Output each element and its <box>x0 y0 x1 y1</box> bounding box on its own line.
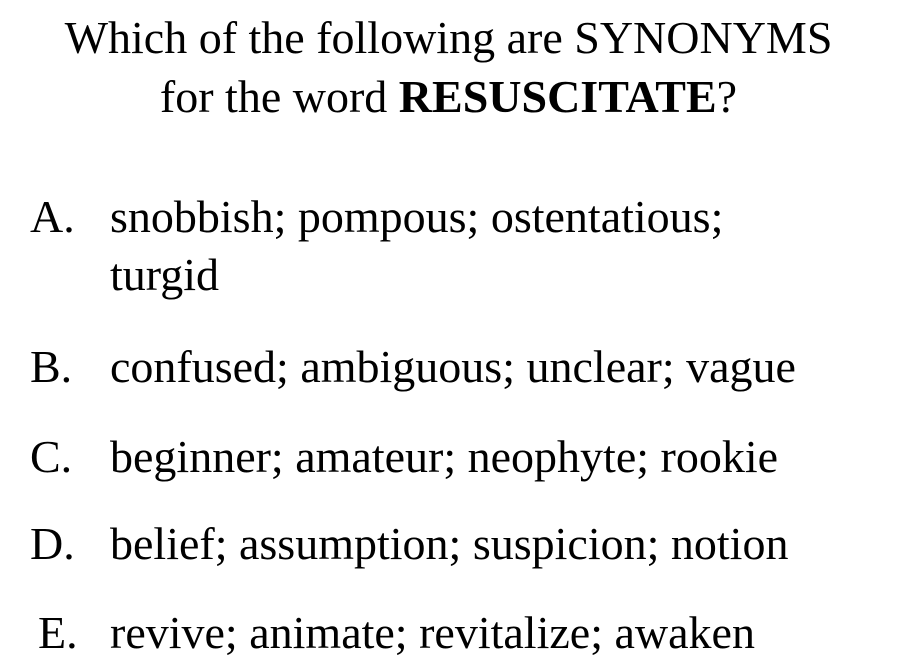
option-text: revive; animate; revitalize; awaken <box>110 607 755 658</box>
question-line-2-prefix: for the word <box>159 71 399 122</box>
option-text: belief; assumption; suspicion; notion <box>110 518 789 569</box>
question-line-1: Which of the following are SYNONYMS <box>64 12 833 63</box>
option-letter: A. <box>30 191 75 242</box>
option-letter: B. <box>30 341 73 392</box>
option-text: snobbish; pompous; ostentatious; turgid <box>110 191 724 300</box>
option-text: confused; ambiguous; unclear; vague <box>110 341 796 392</box>
option-letter: C. <box>30 431 73 482</box>
option-letter: E. <box>38 607 78 658</box>
option-letter: D. <box>30 518 75 569</box>
question-line-2-suffix: ? <box>716 71 738 122</box>
question-keyword: RESUSCITATE <box>398 71 717 122</box>
option-text: beginner; amateur; neophyte; rookie <box>110 431 779 482</box>
